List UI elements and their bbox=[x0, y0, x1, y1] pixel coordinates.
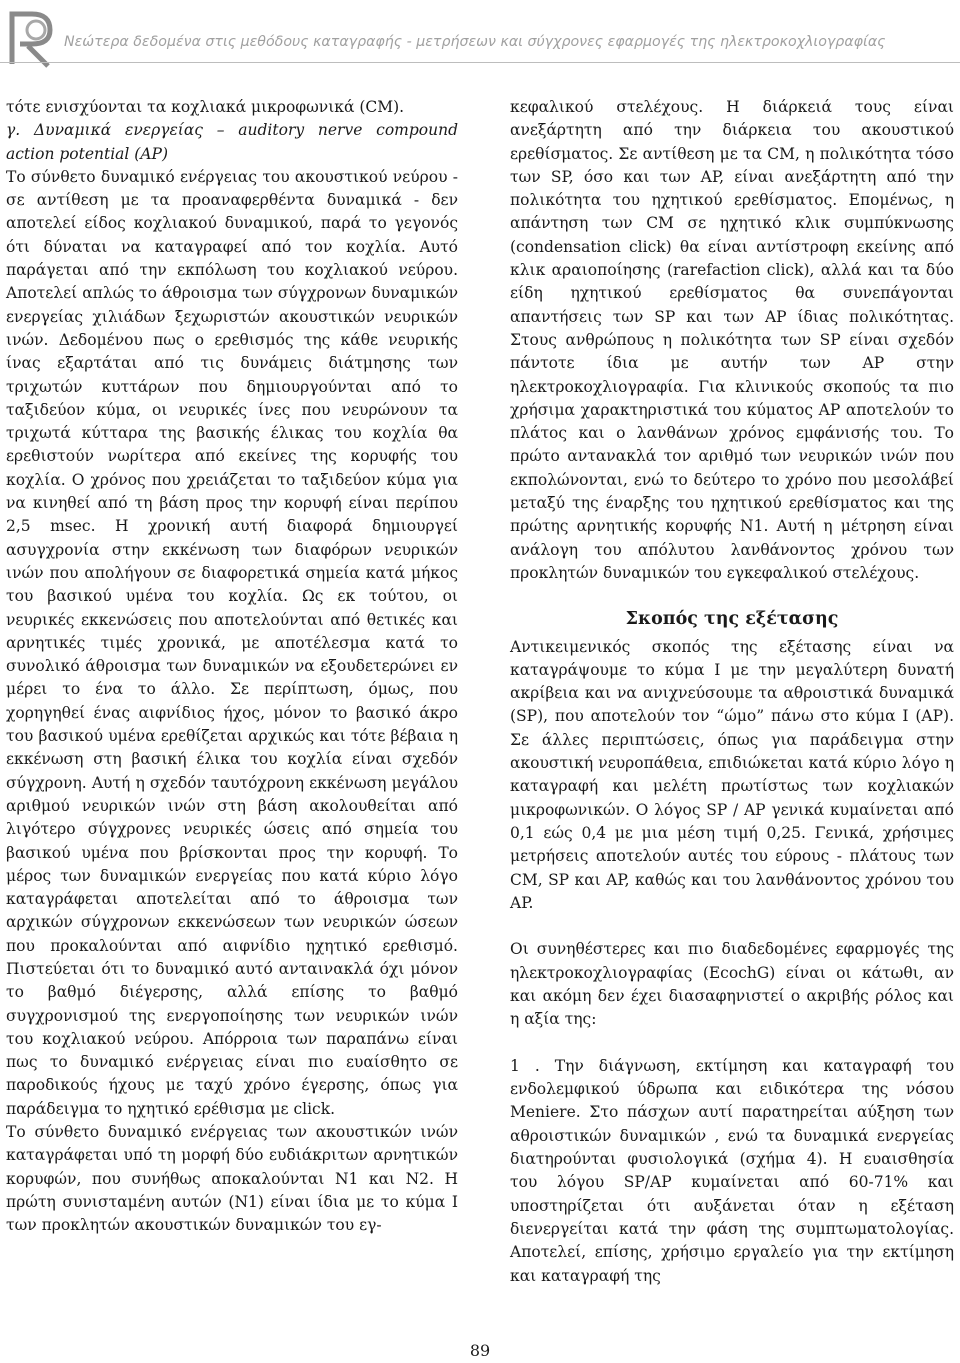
right-paragraph-2: Αντικειμενικός σκοπός της εξέτασης είναι να καταγράψουμε το κύμα Ι με την μεγαλύτερη δυνατή ακρίβεια και να ανιχνεύσουμε τα αθροιστικά δυναμικά (SP), που αποτελούν τον “ώμο” πάνω στο κύμα Ι (AP). Σε άλλες περιπτώσεις, όπως για παράδειγμα στην ακουστική νευροπάθεια, επιδιώκεται κατά κύριο λόγο η καταγραφή και μελέτη πρωτίστως των κοχλιακών μικροφωνικών. Ο λόγος SP / AP γενικά κυμαίνεται από 0,1 εώς 0,4 με μια μέση τιμή 0,25. Γενικά, χρήσιμες μετρήσεις αποτελούν αυτές του εύρους - πλάτους των CM, SP και AP, καθώς και του λανθάνοντος χρόνου του AP. bbox=[510, 637, 954, 912]
left-paragraph-2: Το σύνθετο δυναμικό ενέργειας του ακουστικού νεύρου - σε αντίθεση με τα προαναφερθέντα δυναμικά - δεν αποτελεί είδος κοχλιακού δυναμικού, παρά το γεγονός ότι δύναται να καταγραφεί από τον κοχλία. Αυτό παράγεται από την εκπόλωση του κοχλιακού νεύρου. Αποτελεί απλώς το άθροισμα των σύγχρονων δυναμικών ενεργείας χιλιάδων ξεχωριστών ακουστικών νευρικών ινών. Δεδομένου πως ο ερεθισμός της κάθε νευρικής ίνας εξαρτάται από τις δυνάμεις διάτμησης των τριχωτών κυττάρων που δημιουργούνται από το ταξιδεύον κύμα, οι νευρικές ίνες που νευρώνουν τα τριχωτά κύτταρα της βασικής έλικας του κοχλία θα ερεθιστούν νωρίτερα από εκείνες της κορυφής του κοχλία. Ο χρόνος που χρειάζεται το ταξιδεύον κύμα για να κινηθεί από τη βάση προς την κορυφή είναι περίπου 2,5 msec. Η χρονική αυτή διαφορά δημιουργεί ασυγχρονία στην εκκένωση των διαφόρων νευρικών ινών που απολήγουν σε διαφορετικά σημεία κατά μήκος του βασικού υμένα του κοχλία. Ως εκ τούτου, οι νευρικές εκκενώσεις που αποτελούνται από θετικές και αρνητικές τιμές χρονικά, με αποτέλεσμα κατά το συνολικό άθροισμα των δυναμικών να εξουδετερώνει εν μέρει το ένα το άλλο. Σε περίπτωση, όμως, που χορηγηθεί ένας αιφνίδιος ήχος, μόνον το βασικό άκρο του βασικού υμένα ερεθίζεται αρχικώς και τότε βέβαια η εκκένωση στη βασική έλικα του κοχλία είναι σχεδόν σύγχρονη. Αυτή η σχεδόν ταυτόχρονη εκκένωση μεγάλου αριθμού νευρικών ινών στη βάση ακολουθείται από λιγότερο σύγχρονες νευρικές ώσεις από σημεία του βασικού υμένα που βρίσκονται προς την κορυφή. Το μέρος των δυναμικών ενεργείας που κατά κύριο λόγο καταγράφεται αποτελείται από το άθροισμα των αρχικών σύγχρονων εκκενώσεων των νευρικών ώσεων που προκαλούνται από αιφνίδιο ηχητικό ερεθισμό. Πιστεύεται ότι το δυναμικό αυτό ανταινακλά όχι μόνον το βαθμό διέγερσης, αλλά επίσης το βαθμό συγχρονισμού της ενεργοποίησης των νευρικών ινών του κοχλιακού νεύρου. Απόρροια των παραπάνω είναι πως το δυναμικό ενέργειας είναι πιο ευαίσθητο σε παροδικούς ήχους με ταχύ χρόνο έγερσης, όπως για παράδειγμα το ηχητικό ερέθισμα με click. bbox=[6, 167, 458, 1118]
right-paragraph-1: κεφαλικού στελέχους. Η διάρκειά τους είναι ανεξάρτητη από την διάρκεια του ακουστικού ερεθίσματος. Σε αντίθεση με τα CM, η πολικότητα τόσο των SP, όσο και των AP, είναι ανεξάρτητη από την πολικότητα του ηχητικού ερεθίσματος. Επομένως, η απάντηση των CM σε ηχητικό κλικ συμπύκνωσης (condensation click) θα είναι αντίστροφη εκείνης από κλικ αραιοποίησης (rarefaction click), αλλά και τα δύο είδη ηχητικού ερεθίσματος θα συνεπάγονται απαντήσεις των SP και των AP ίδιας πολικότητας. Στους ανθρώπους η πολικότητα των SP είναι σχεδόν πάντοτε ίδια με αυτήν των AP στην ηλεκτροκοχλιογραφία. Για κλινικούς σκοπούς τα πιο χρήσιμα χαρακτηριστικά του κύματος AP αποτελούν το πλάτος και ο λανθάνων χρόνος εμφάνισής του. Το πρώτο αντανακλά τον αριθμό των νευρικών ινών που εκπολώνονται, ενώ το δεύτερο το χρόνο που μεσολάβεί μεταξύ της έναρξης του ηχητικού ερεθίσματος και της πρώτης αρνητικής κορυφής Ν1. Αυτή η μέτρηση είναι ανάλογη του απόλυτου λανθάνοντος χρόνου των προκλητών δυναμικών του εγκεφαλικού στελέχους. bbox=[510, 98, 954, 582]
section-heading: Σκοπός της εξέτασης bbox=[625, 609, 839, 630]
header-rule bbox=[0, 62, 960, 63]
running-head: Νεώτερα δεδομένα στις μεθόδους καταγραφής - μετρήσεων και σύγχρονες εφαρμογές της ηλεκτροκοχλιογραφίας bbox=[64, 34, 886, 50]
page-number: 89 bbox=[469, 1341, 491, 1360]
journal-logo-icon bbox=[6, 6, 58, 70]
subsection-title: γ. Δυναμικά ενεργείας – auditory nerve compound action potential (AP) bbox=[6, 121, 458, 163]
left-paragraph-1: τότε ενισχύονται τα κοχλιακά μικροφωνικά (CM). bbox=[6, 98, 405, 116]
left-paragraph-3: Το σύνθετο δυναμικό ενέργειας των ακουστικών ινών καταγράφεται υπό τη μορφή δύο ευδιάκριτων αρνητικών κορυφών, που συνήθως αποκαλούνται Ν1 και Ν2. Η πρώτη συνισταμένη αυτών (Ν1) είναι ίδια με το κύμα Ι των προκλητών ακουστικών δυναμικών του εγ- bbox=[6, 1123, 458, 1235]
page-header bbox=[0, 0, 960, 80]
right-paragraph-4: 1 . Την διάγνωση, εκτίμηση και καταγραφή του ενδολεμφικού ύδρωπα και ειδικότερα της νόσου Meniere. Στο πάσχων αυτί παρατηρείται αύξηση των αθροιστικών δυναμικών , ενώ τα δυναμικά ενεργείας διατηρούνται φυσιολογικά (σχήμα 4). Η ευαισθησία του λόγου SP/AP κυμαίνεται από 60-71% και υποστηρίζεται ότι αυξάνεται όταν η εξέταση διενεργείται κατά την φάση της συμπτωματολογίας. Αποτελεί, επίσης, χρήσιμο εργαλείο για την εκτίμηση και καταγραφή της bbox=[510, 1056, 954, 1285]
right-paragraph-3: Οι συνηθέστερες και πιο διαδεδομένες εφαρμογές της ηλεκτροκοχλιογραφίας (EcochG) είναι οι κάτωθι, αν και ακόμη δεν έχει διασαφηνιστεί ο ακριβής ρόλος και η αξία της: bbox=[510, 940, 954, 1029]
right-column bbox=[510, 96, 954, 1288]
left-column bbox=[6, 96, 458, 1238]
